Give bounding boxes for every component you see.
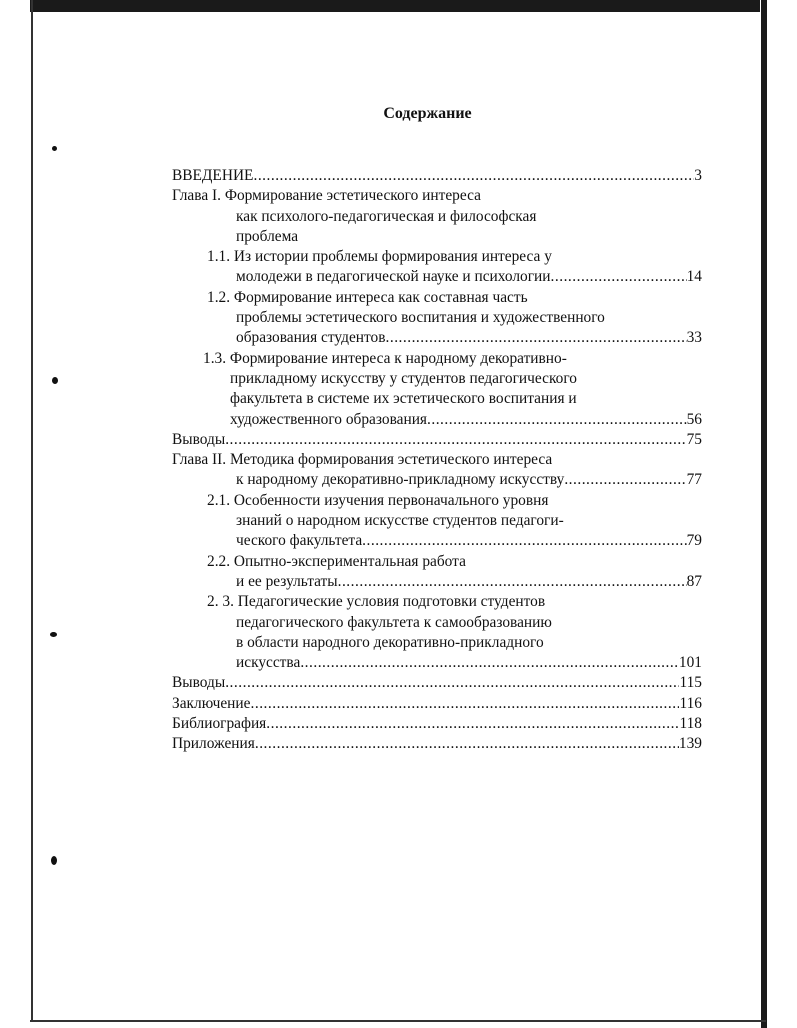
- toc-entry-text: ческого факультета: [236, 532, 363, 550]
- toc-entry-text: 1.1. Из истории проблемы формирования интереса у: [207, 248, 552, 266]
- scan-edge-top: [30, 0, 760, 12]
- toc-entry-text: 1.2. Формирование интереса как составная часть: [207, 288, 528, 306]
- toc-entry-page: 101: [678, 654, 702, 672]
- toc-entry: [172, 267, 702, 287]
- toc-entry: [172, 714, 702, 734]
- scan-speck: [52, 377, 58, 384]
- toc-entry: [172, 207, 702, 227]
- toc-entry-text: прикладному искусству у студентов педагогического: [230, 369, 577, 387]
- toc-entry: [172, 349, 702, 369]
- toc-entry: [172, 389, 702, 409]
- scan-edge-left: [31, 0, 33, 1020]
- toc-entry: [172, 227, 702, 247]
- toc-entry-page: 139: [678, 735, 702, 753]
- toc-entry-page: 77: [686, 471, 702, 489]
- toc-entry: [172, 247, 702, 267]
- toc-entry: [172, 592, 702, 612]
- toc-entry: [172, 410, 702, 430]
- toc-entry: [172, 734, 702, 754]
- toc-entry-text: 2.2. Опытно-экспериментальная работа: [207, 552, 466, 570]
- toc-entry-text: проблема: [236, 227, 299, 245]
- toc-leader: [551, 267, 687, 287]
- toc-leader: [300, 653, 679, 673]
- toc-entry-text: факультета в системе их эстетического воспитания и: [230, 390, 577, 408]
- toc-entry-page: 118: [679, 715, 702, 733]
- toc-entry-text: 1.3. Формирование интереса к народному декоративно-: [203, 349, 567, 367]
- toc-entry-text: к народному декоративно-прикладному искусству: [236, 471, 565, 489]
- toc-entry-text: Заключение: [172, 694, 251, 712]
- table-of-contents: [172, 166, 702, 755]
- toc-entry-text: проблемы эстетического воспитания и художественного: [236, 309, 605, 327]
- toc-leader: [427, 410, 687, 430]
- toc-leader: [253, 166, 694, 186]
- toc-entry-text: образования студентов: [236, 329, 386, 347]
- toc-entry: [172, 430, 702, 450]
- toc-entry-page: 3: [694, 167, 702, 184]
- toc-entry-page: 56: [686, 410, 702, 428]
- toc-entry-page: 116: [679, 694, 702, 712]
- toc-entry-text: Приложения: [172, 735, 255, 753]
- toc-leader: [338, 572, 687, 592]
- toc-entry-text: Выводы: [172, 674, 226, 692]
- toc-entry: [172, 186, 702, 206]
- toc-entry-text: и ее результаты: [236, 572, 338, 590]
- toc-entry-page: 75: [686, 430, 702, 448]
- toc-entry: [172, 694, 702, 714]
- toc-entry: [172, 328, 702, 348]
- scan-edge-right: [761, 0, 767, 1028]
- toc-entry: [172, 633, 702, 653]
- toc-entry-text: молодежи в педагогической науке и психологии: [236, 268, 551, 286]
- toc-entry-text: искусства: [236, 654, 301, 672]
- toc-entry: [172, 450, 702, 470]
- toc-entry: [172, 308, 702, 328]
- toc-leader: [225, 673, 679, 693]
- toc-entry: [172, 511, 702, 531]
- toc-entry-page: 79: [686, 532, 702, 550]
- toc-leader: [266, 714, 679, 734]
- toc-entry-text: в области народного декоративно-прикладного: [236, 633, 544, 651]
- toc-entry-text: ВВЕДЕНИЕ: [172, 167, 254, 184]
- toc-entry-page: 14: [686, 268, 702, 286]
- toc-entry: [172, 572, 702, 592]
- toc-leader: [251, 694, 680, 714]
- toc-leader: [362, 531, 686, 551]
- toc-entry-text: 2. 3. Педагогические условия подготовки студентов: [207, 593, 546, 611]
- toc-entry: [172, 613, 702, 633]
- toc-entry-text: знаний о народном искусстве студентов педагоги-: [236, 512, 564, 530]
- toc-leader: [255, 734, 679, 754]
- toc-entry: [172, 653, 702, 673]
- toc-entry-text: Выводы: [172, 430, 226, 448]
- toc-entry-text: Библиография: [172, 715, 267, 733]
- scan-speck: [52, 146, 57, 151]
- toc-entry-page: 33: [686, 329, 702, 347]
- toc-entry-text: как психолого-педагогическая и философская: [236, 207, 537, 225]
- toc-entry-text: Глава I. Формирование эстетического интереса: [172, 187, 481, 205]
- toc-entry: [172, 369, 702, 389]
- toc-entry: [172, 673, 702, 693]
- scan-speck: [50, 632, 57, 637]
- toc-entry: [172, 288, 702, 308]
- toc-entry: [172, 470, 702, 490]
- toc-entry-page: 87: [686, 572, 702, 590]
- page-title: Содержание: [383, 105, 472, 122]
- toc-entry: [172, 166, 702, 186]
- scan-speck: [51, 856, 57, 865]
- toc-leader: [386, 328, 687, 348]
- toc-leader: [564, 470, 686, 490]
- toc-leader: [225, 430, 686, 450]
- toc-entry-text: педагогического факультета к самообразованию: [236, 613, 552, 631]
- toc-entry-text: Глава II. Методика формирования эстетического интереса: [172, 451, 553, 469]
- toc-entry: [172, 491, 702, 511]
- toc-entry-text: художественного образования: [230, 410, 428, 428]
- toc-entry: [172, 552, 702, 572]
- toc-entry: [172, 531, 702, 551]
- toc-entry-page: 115: [679, 674, 702, 692]
- toc-entry-text: 2.1. Особенности изучения первоначального уровня: [207, 491, 549, 509]
- scan-edge-bottom: [30, 1020, 766, 1022]
